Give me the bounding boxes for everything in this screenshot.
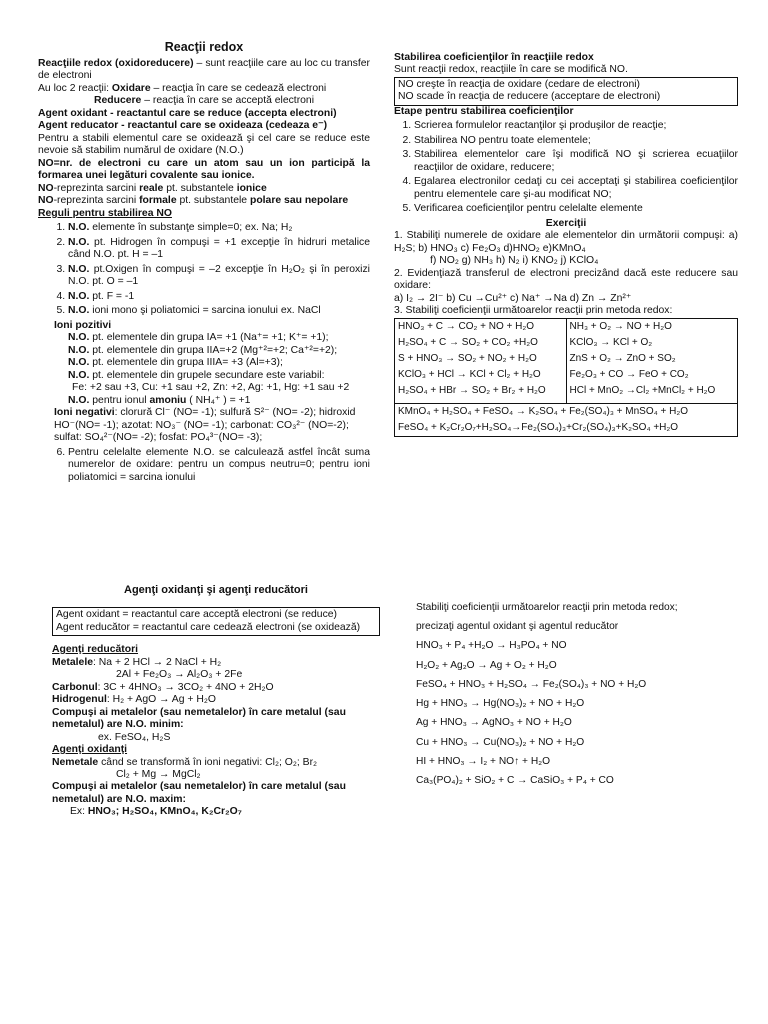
intro-text: Sunt reacţii redox, reacţiile în care se modifică NO. (394, 64, 628, 76)
no-formal-charges: NO-reprezinta sarcini formale pt. substantele polare sau nepolare (38, 195, 349, 207)
compounds-max-no: Compuşi ai metalelor (sau nemetalelor) în care metalul (sau nemetalul) are N.O. maxim: (52, 781, 346, 805)
coefficients-section (394, 52, 738, 437)
instruction-line: Stabiliţi coeficienţii următoarelor reacţii prin metoda redox; (416, 602, 678, 613)
agent-oxidant-def: Agent oxidant = reactantul care acceptă electroni (se reduce) (56, 609, 337, 621)
reaction: FeSO₄ + HNO₃ + H₂SO₄ → Fe₂(SO₄)₃ + NO + H₂O (416, 678, 647, 690)
reaction: Ca₃(PO₄)₂ + SiO₂ + C → CaSiO₃ + P₄ + CO (416, 775, 614, 787)
section-title: Stabilirea coeficienţilor în reacţiile redox (394, 52, 594, 63)
reduction-line: Reducere – reacţia în care se acceptă electroni (93, 95, 315, 107)
reaction: H₂SO₄ + C → SO₂ + CO₂ +H₂O (398, 336, 538, 348)
redox-section (38, 40, 370, 486)
steps-list (394, 120, 738, 215)
reducing-agents-title: Agenţi reducători (52, 644, 139, 656)
compounds-min-no: Compuşi ai metalelor (sau nemetalelor) în care metalul (sau nemetalul) are N.O. minim: (52, 706, 346, 731)
rule-item: 5. N.O. ioni mono şi poliatomici = sarcina ionului ex. NaCl (68, 305, 370, 317)
reactions-full (395, 403, 738, 436)
reaction: HCl + MnO₂ →Cl₂ +MnCl₂ + H₂O (569, 384, 716, 396)
reaction: NH₃ + O₂ → NO + H₂O (569, 320, 672, 332)
step-item: 4. Egalarea electronilor cedaţi cu cei acceptaţi şi stabilirea coeficienţilor pentru elementele care şi-au modificat NO; (414, 176, 738, 201)
reaction: Fe₂O₃ + CO → FeO + CO₂ (569, 368, 689, 380)
redox-exercises (416, 602, 746, 794)
reaction: ZnS + O₂ → ZnO + SO₂ (569, 352, 676, 364)
no-increase-text: NO creşte în reacţia de oxidare (cedare de electroni) (398, 78, 640, 90)
reaction: KClO₃ + HCl → KCl + Cl₂ + H₂O (398, 368, 541, 380)
ammonium-rule: N.O. pentru ionul amoniu ( NH₄⁺ ) = +1 (68, 394, 251, 406)
positive-ion-rule: N.O. pt. elementele din grupa IIIA= +3 (Al=+3); (68, 357, 283, 369)
rule-item: 1. N.O. elemente în substanţe simple=0; ex. Na; H₂ (68, 222, 370, 234)
agent-reducator-def: Agent reducător = reactantul care cedează electroni (se oxidează) (56, 621, 361, 633)
rules-title: Reguli pentru stabilirea NO (38, 207, 172, 219)
steps-title: Etape pentru stabilirea coeficienţilor (394, 105, 574, 117)
rule-item: 4. N.O. pt. F = -1 (68, 291, 370, 303)
nonmetals-line: Nemetale când se transformă în ioni negativi: Cl₂; O₂; Br₂ (52, 756, 318, 768)
step-item: 3. Stabilirea elementelor care îşi modifică NO şi scrierea ecuaţiilor reacţiilor de oxidare, reducere; (414, 149, 738, 174)
reactions-left (395, 318, 567, 403)
rules-list (38, 222, 370, 317)
compounds-max-example: Ex: HNO₃; H₂SO₄, KMnO₄, K₂Cr₂O₇ (70, 806, 242, 818)
step-item: 2. Stabilirea NO pentru toate elementele; (414, 135, 738, 147)
positive-ion-rule: N.O. pt. elementele din grupele secundare este variabil: (68, 369, 325, 381)
positive-ions-title: Ioni pozitivi (54, 319, 112, 331)
no-real-charges: NO-reprezinta sarcini reale pt. substantele ionice (38, 182, 267, 194)
exercises-title: Exerciţii (545, 217, 587, 229)
exercise-3: 3. Stabiliţi coeficienţii următoarelor reacţii prin metoda redox: (394, 305, 673, 317)
positive-ion-rule: N.O. pt. elementele din grupa IIA=+2 (Mg⁺²=+2; Ca⁺²=+2); (68, 344, 338, 356)
oxidizing-agents-title: Agenţi oxidanţi (52, 744, 128, 756)
reaction: Hg + HNO₃ → Hg(NO₃)₂ + NO + H₂O (416, 698, 585, 710)
instruction-line: precizaţi agentul oxidant şi agentul reducător (416, 621, 619, 633)
two-reactions: Au loc 2 reacţii: Oxidare – reacţia în care se cedează electroni (38, 82, 327, 94)
exercise-2: 2. Evidenţiază transferul de electroni precizând dacă este reducere sau oxidare: (394, 267, 738, 292)
exercise-1: 1. Stabiliţi numerele de oxidare ale elementelor din următorii compuşi: a) H₂S; b) HNO₃ c) Fe₂O₃ d)HNO₂ e)KMnO₄ (394, 230, 738, 254)
agent-oxidant-def: Agent oxidant - reactantul care se reduce (accepta electroni) (38, 107, 337, 119)
agent-reducator-def: Agent reducator - reactantul care se oxideaza (cedeaza e⁻) (38, 120, 328, 132)
agents-section (52, 584, 380, 819)
reaction: HNO₃ + C → CO₂ + NO + H₂O (398, 320, 535, 332)
reaction: Ag + HNO₃ → AgNO₃ + NO + H₂O (416, 717, 572, 729)
positive-ions (38, 320, 370, 407)
carbon-line: Carbonul: 3C + 4HNO₃ → 3CO₂ + 4NO + 2H₂O (52, 681, 274, 693)
reaction: FeSO₄ + K₂Cr₂O₇+H₂SO₄→Fe₂(SO₄)₃+Cr₂(SO₄)₃+K₂SO₄ +H₂O (398, 421, 679, 433)
redox-definition: Reacţiile redox (oxidoreducere) – sunt reacţiile care au loc cu transfer de electroni (38, 58, 370, 82)
rule-item: 2. N.O. pt. Hidrogen în compuşi = +1 excepţie în hidruri metalice când N.O. pt. H = –1 (68, 237, 370, 262)
reaction: HNO₃ + P₄ +H₂O → H₃PO₄ + NO (416, 640, 567, 652)
no-definition: NO=nr. de electroni cu care un atom sau un ion participă la formarea unei legături covalente sau ionice. (38, 157, 370, 182)
variable-no-list: Fe: +2 sau +3, Cu: +1 sau +2, Zn: +2, Ag: +1, Hg: +1 sau +2 (72, 382, 350, 394)
rules-list-cont (38, 447, 370, 484)
rule-item: 6. Pentru celelalte elemente N.O. se calculează astfel încât suma numerelor de oxidare: pentru un compus neutru=0; pentru ioni poliatomici = sarcina ionului (68, 447, 370, 484)
reaction: HI + HNO₃ → I₂ + NO↑ + H₂O (416, 755, 551, 767)
reaction: KMnO₄ + H₂SO₄ + FeSO₄ → K₂SO₄ + Fe₂(SO₄)₃ + MnSO₄ + H₂O (398, 405, 688, 417)
step-item: 5. Verificarea coeficienţilor pentru celelalte elemente (414, 203, 738, 215)
oxidation-number-intro: Pentru a stabili elementul care se oxidează şi cel care se reduce este nevoie să stabilim numărul de oxidare (N.O.) (38, 132, 370, 157)
section-title: Reacţii redox (164, 40, 244, 54)
reaction: H₂SO₄ + HBr → SO₂ + Br₂ + H₂O (398, 384, 546, 396)
no-decrease-text: NO scade în reacţia de reducere (acceptare de electroni) (398, 91, 661, 103)
reaction: Cu + HNO₃ → Cu(NO₃)₂ + NO + H₂O (416, 736, 585, 748)
negative-ions: Ioni negativi: clorură Cl⁻ (NO= -1); sulfură S²⁻ (NO= -2); hidroxid HO⁻(NO= -1); azotat: NO₃⁻ (NO= -1); carbonat: CO₃²⁻ (NO=-2); sulfat: SO₄²⁻(NO= -2); fosfat: PO₄³⁻(NO= -3); (54, 407, 356, 444)
hydrogen-line: Hidrogenul: H₂ + AgO → Ag + H₂O (52, 694, 216, 706)
reactions-table (394, 318, 738, 437)
reaction: S + HNO₃ → SO₂ + NO₂ + H₂O (398, 352, 537, 364)
exercise-1-cont: f) NO₂ g) NH₃ h) N₂ i) KNO₂ j) KClO₄ (430, 255, 599, 267)
section-title: Agenţi oxidanţi şi agenţi reducători (124, 584, 308, 596)
reaction: KClO₃ → KCl + O₂ (569, 336, 653, 348)
no-change-box (394, 77, 738, 106)
reactions-right (566, 318, 738, 403)
nonmetals-example: Cl₂ + Mg → MgCl₂ (116, 769, 201, 780)
rule-item: 3. N.O. pt.Oxigen în compuşi = –2 excepţie în H₂O₂ şi în peroxizi N.O. pt. O = –1 (68, 264, 370, 289)
agents-definition-box (52, 607, 380, 636)
exercise-2-items: a) I₂ → 2I⁻ b) Cu →Cu²⁺ c) Na⁺ →Na d) Zn → Zn²⁺ (394, 292, 632, 304)
positive-ion-rule: N.O. pt. elementele din grupa IA= +1 (Na⁺= +1; K⁺= +1); (68, 332, 329, 344)
compounds-min-example: ex. FeSO₄, H₂S (98, 731, 171, 743)
metals-example: 2Al + Fe₂O₃ → Al₂O₃ + 2Fe (116, 669, 243, 681)
step-item: 1. Scrierea formulelor reactanţilor şi produşilor de reacţie; (414, 120, 738, 132)
reaction: H₂O₂ + Ag₂O → Ag + O₂ + H₂O (416, 659, 557, 671)
metals-line: Metalele: Na + 2 HCl → 2 NaCl + H₂ (52, 656, 222, 668)
